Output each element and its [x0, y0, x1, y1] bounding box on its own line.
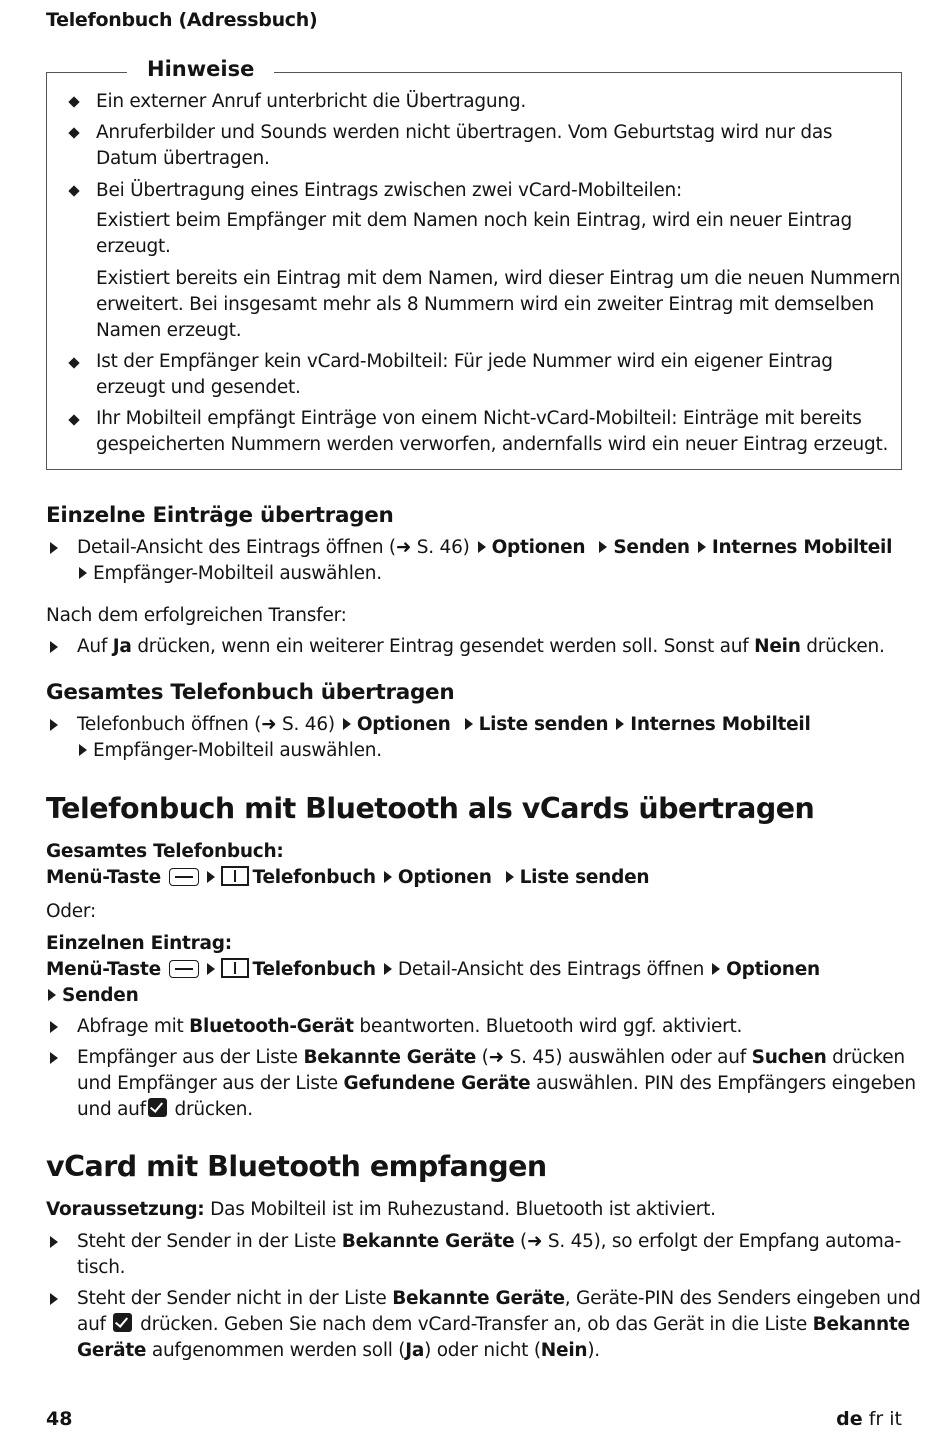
menu-path-line-continued: Senden [40, 983, 139, 1009]
step-arrow-icon [50, 641, 58, 653]
menu-path-arrow-icon [384, 871, 392, 883]
paragraph-after-transfer: Nach dem erfolgreichen Transfer: [46, 605, 347, 626]
note-line: Ein externer Anruf unterbricht die Übertragung. [96, 91, 526, 112]
note-line: gespeicherten Nummern werden verworfen, andernfalls wird ein neuer Eintrag erzeugt. [96, 434, 889, 455]
section-heading-single-transfer: Einzelne Einträge übertragen [46, 503, 394, 528]
step-line-continued: Empfänger-Mobilteil auswählen. [71, 738, 382, 764]
step-line: Steht der Sender nicht in der Liste Bekannte Geräte, Geräte-PIN des Senders eingeben und [77, 1288, 921, 1309]
note-line: Bei Übertragung eines Eintrags zwischen zwei vCard-Mobilteilen: [96, 180, 682, 201]
step-arrow-icon [50, 719, 58, 731]
ref-arrow-icon: ➜ [261, 714, 277, 735]
menu-path-arrow-icon [616, 718, 624, 730]
phonebook-icon [221, 866, 249, 886]
note-line: Namen erzeugt. [96, 320, 242, 341]
step-line-continued: tisch. [77, 1257, 126, 1278]
menu-path-line: Menü-Taste Telefonbuch Optionen Liste senden [46, 867, 650, 888]
menu-path-arrow-icon [698, 541, 706, 553]
note-line: Existiert beim Empfänger mit dem Namen noch kein Eintrag, wird ein neuer Eintrag [96, 210, 852, 231]
step-line-continued: und Empfänger aus der Liste Gefundene Geräte auswählen. PIN des Empfängers eingeben [77, 1073, 916, 1094]
menu-path-arrow-icon [712, 963, 720, 975]
language-indicator: de fr it [836, 1408, 902, 1430]
step-line: Abfrage mit Bluetooth-Gerät beantworten. Bluetooth wird ggf. aktiviert. [77, 1016, 743, 1037]
note-line: erweitert. Bei insgesamt mehr als 8 Nummern wird ein zweiter Eintrag mit demselben [96, 294, 874, 315]
step-line-continued: Geräte aufgenommen werden soll (Ja) oder nicht (Nein). [77, 1340, 600, 1361]
menu-path-arrow-icon [599, 541, 607, 553]
step-arrow-icon [50, 1293, 58, 1305]
menu-path-line: Menü-Taste Telefonbuch Detail-Ansicht des Eintrags öffnen Optionen [46, 959, 820, 980]
note-line: Ihr Mobilteil empfängt Einträge von einem Nicht-vCard-Mobilteil: Einträge mit bereits [96, 408, 862, 429]
oder-label: Oder: [46, 901, 96, 922]
menu-path-arrow-icon [48, 989, 56, 1001]
notes-title: Hinweise [127, 57, 274, 81]
label-full-phonebook: Gesamtes Telefonbuch: [46, 841, 284, 862]
step-line-continued: auf drücken. Geben Sie nach dem vCard-Transfer an, ob das Gerät in die Liste Bekannte [77, 1314, 910, 1335]
step-arrow-icon [50, 1236, 58, 1248]
menu-path-arrow-icon [465, 718, 473, 730]
step-line: Steht der Sender in der Liste Bekannte Geräte (➜ S. 45), so erfolgt der Empfang automa- [77, 1231, 902, 1252]
ok-check-icon [148, 1098, 167, 1117]
menu-path-arrow-icon [384, 963, 392, 975]
menu-key-icon [169, 868, 199, 886]
step-line-continued: Empfänger-Mobilteil auswählen. [71, 561, 382, 587]
ok-check-icon [113, 1313, 132, 1332]
step-line: Detail-Ansicht des Eintrags öffnen (➜ S. 46) Optionen Senden Internes Mobilteil [77, 537, 893, 558]
menu-path-arrow-icon [343, 718, 351, 730]
note-line: Ist der Empfänger kein vCard-Mobilteil: Für jede Nummer wird ein eigener Eintrag [96, 351, 833, 372]
section-heading-bluetooth-send: Telefonbuch mit Bluetooth als vCards übertragen [46, 792, 815, 825]
menu-path-arrow-icon [207, 963, 215, 975]
note-line: Anruferbilder und Sounds werden nicht übertragen. Vom Geburtstag wird nur das [96, 122, 833, 143]
menu-path-arrow-icon [207, 871, 215, 883]
ref-arrow-icon: ➜ [488, 1047, 504, 1068]
note-line: Datum übertragen. [96, 148, 270, 169]
section-heading-full-transfer: Gesamtes Telefonbuch übertragen [46, 680, 455, 705]
note-line: erzeugt. [96, 236, 171, 257]
step-line-continued: und auf drücken. [77, 1099, 253, 1120]
note-line: erzeugt und gesendet. [96, 377, 301, 398]
step-arrow-icon [50, 1021, 58, 1033]
phonebook-icon [221, 958, 249, 978]
step-arrow-icon [50, 1052, 58, 1064]
menu-path-arrow-icon [79, 567, 87, 579]
step-arrow-icon [50, 542, 58, 554]
running-header: Telefonbuch (Adressbuch) [46, 9, 318, 31]
prerequisite-line: Voraussetzung: Das Mobilteil ist im Ruhezustand. Bluetooth ist aktiviert. [46, 1199, 716, 1220]
menu-path-arrow-icon [478, 541, 486, 553]
menu-path-arrow-icon [79, 744, 87, 756]
ref-arrow-icon: ➜ [526, 1231, 543, 1252]
menu-key-icon [169, 960, 199, 978]
section-heading-bluetooth-receive: vCard mit Bluetooth empfangen [46, 1150, 547, 1183]
note-line: Existiert bereits ein Eintrag mit dem Namen, wird dieser Eintrag um die neuen Nummern [96, 268, 901, 289]
step-line: Telefonbuch öffnen (➜ S. 46) Optionen Liste senden Internes Mobilteil [77, 714, 811, 735]
menu-path-arrow-icon [506, 871, 514, 883]
step-line: Empfänger aus der Liste Bekannte Geräte (➜ S. 45) auswählen oder auf Suchen drücken [77, 1047, 905, 1068]
page-number: 48 [46, 1408, 73, 1430]
ref-arrow-icon: ➜ [395, 537, 412, 558]
step-line: Auf Ja drücken, wenn ein weiterer Eintrag gesendet werden soll. Sonst auf Nein drücken. [77, 636, 885, 657]
label-single-entry: Einzelnen Eintrag: [46, 933, 232, 954]
